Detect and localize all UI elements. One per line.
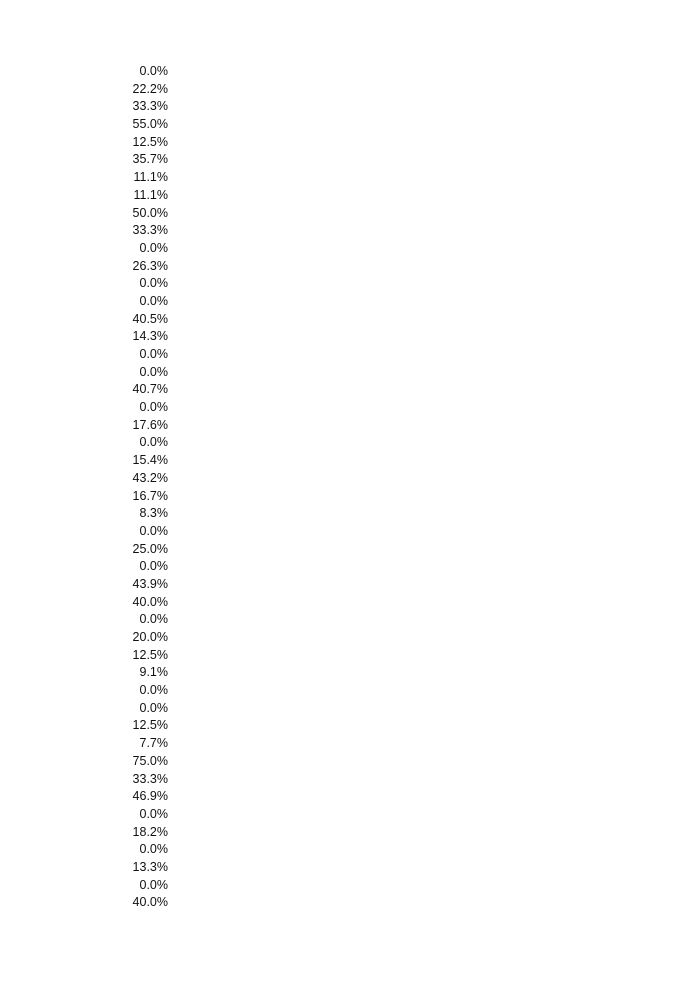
percentage-cell: 8.3% <box>139 506 168 521</box>
percentage-cell: 0.0% <box>139 400 168 415</box>
percentage-cell: 0.0% <box>139 293 168 308</box>
percentage-cell: 18.2% <box>132 824 168 839</box>
percentage-cell: 20.0% <box>132 630 168 644</box>
percentage-cell: 0.0% <box>139 364 168 379</box>
percentage-cell: 13.3% <box>132 859 168 874</box>
percentage-column <box>110 63 168 912</box>
percentage-cell: 9.1% <box>139 665 168 680</box>
percentage-cell: 26.3% <box>132 258 168 273</box>
percentage-cell: 0.0% <box>139 700 168 715</box>
percentage-cell: 7.7% <box>139 736 168 751</box>
percentage-cell: 0.0% <box>139 559 168 574</box>
percentage-cell: 40.5% <box>132 311 168 326</box>
percentage-cell: 16.7% <box>132 488 168 503</box>
percentage-cell: 12.5% <box>132 134 168 149</box>
percentage-cell: 33.3% <box>132 99 168 114</box>
percentage-cell: 0.0% <box>139 842 168 857</box>
percentage-cell: 14.3% <box>132 329 168 344</box>
percentage-cell: 0.0% <box>139 347 168 361</box>
percentage-cell: 50.0% <box>132 205 168 220</box>
percentage-cell: 0.0% <box>139 612 168 627</box>
percentage-cell: 43.9% <box>132 576 168 591</box>
percentage-cell: 22.2% <box>132 81 168 96</box>
percentage-cell: 40.0% <box>132 594 168 609</box>
percentage-cell: 0.0% <box>139 435 168 450</box>
percentage-cell: 0.0% <box>139 523 168 538</box>
percentage-cell: 0.0% <box>139 877 168 892</box>
percentage-cell: 33.3% <box>132 771 168 786</box>
percentage-cell: 0.0% <box>139 276 168 291</box>
percentage-cell: 0.0% <box>139 806 168 821</box>
percentage-cell: 55.0% <box>132 117 168 132</box>
percentage-cell: 12.5% <box>132 718 168 733</box>
percentage-cell: 46.9% <box>132 789 168 804</box>
percentage-cell: 0.0% <box>139 64 168 78</box>
percentage-cell: 33.3% <box>132 223 168 238</box>
percentage-cell: 40.7% <box>132 382 168 397</box>
percentage-cell: 35.7% <box>132 152 168 167</box>
percentage-cell: 0.0% <box>139 240 168 255</box>
percentage-cell: 43.2% <box>132 470 168 485</box>
percentage-cell: 25.0% <box>132 541 168 556</box>
percentage-cell: 17.6% <box>132 417 168 432</box>
percentage-cell: 40.0% <box>132 895 168 910</box>
percentage-cell: 11.1% <box>133 170 168 185</box>
percentage-cell: 0.0% <box>139 683 168 698</box>
percentage-cell: 11.1% <box>133 187 168 202</box>
percentage-cell: 15.4% <box>132 453 168 468</box>
percentage-cell: 75.0% <box>132 753 168 768</box>
percentage-cell: 12.5% <box>132 647 168 662</box>
